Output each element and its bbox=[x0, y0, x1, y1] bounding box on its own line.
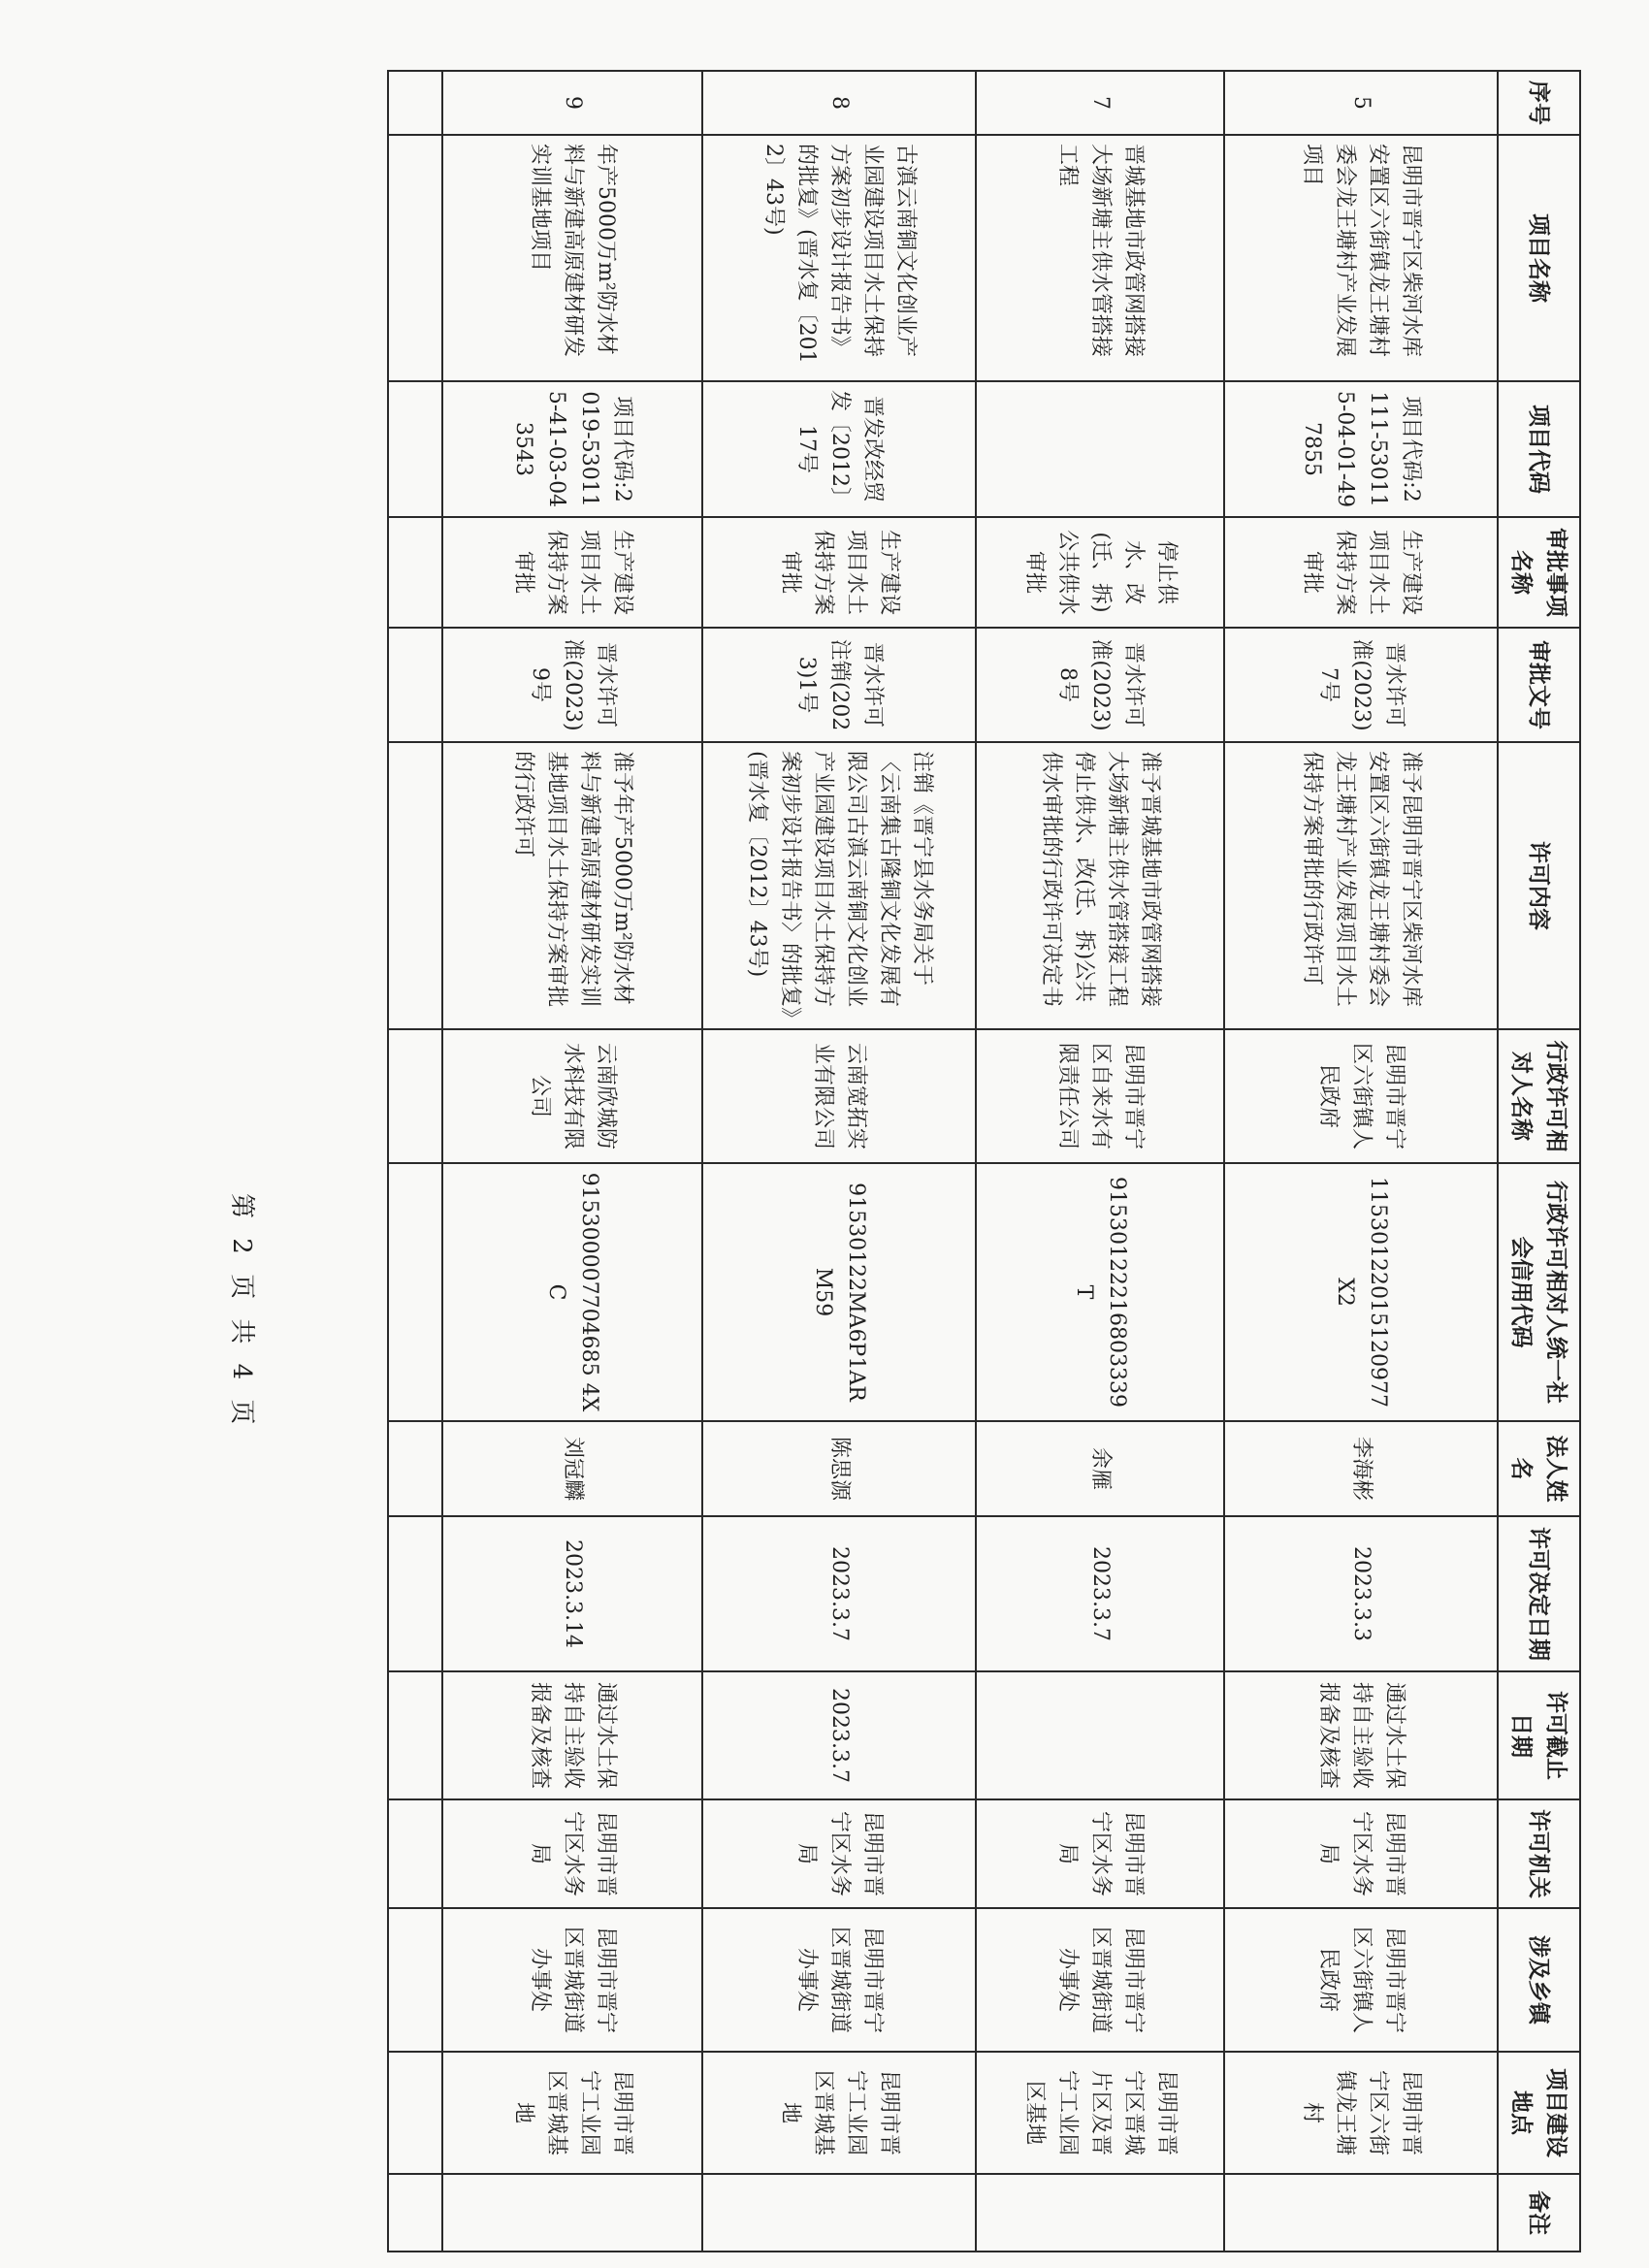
cell-site: 昆明市晋宁区晋城片区及晋宁工业园区基地 bbox=[976, 2052, 1224, 2174]
header-legal-person: 法人姓名 bbox=[1498, 1421, 1580, 1516]
table-row bbox=[976, 71, 1224, 2252]
cell-note bbox=[976, 2174, 1224, 2252]
cell-decision-date: 2023.3.3 bbox=[1224, 1516, 1498, 1671]
header-credit-code: 行政许可相对人统一社会信用代码 bbox=[1498, 1163, 1580, 1421]
cell-permit-content: 准予年产5000万m²防水材料与新建高原建材研发实训基地项目水土保持方案审批的行政许可 bbox=[442, 742, 702, 1029]
cell-credit-code: 91530122MA6P1ARM59 bbox=[702, 1163, 976, 1421]
cell-project-code: 项目代码:2111-530115-04-01-497855 bbox=[1224, 381, 1498, 517]
cell-legal-person: 陈思源 bbox=[702, 1421, 976, 1516]
header-holder: 行政许可相对人名称 bbox=[1498, 1029, 1580, 1163]
header-no: 序号 bbox=[1498, 71, 1580, 135]
cell-approval-doc: 晋水许可准(2023)9号 bbox=[442, 628, 702, 742]
cell-no: 7 bbox=[976, 71, 1224, 135]
header-project-name: 项目名称 bbox=[1498, 135, 1580, 381]
cell-legal-person: 李海彬 bbox=[1224, 1421, 1498, 1516]
cell-town: 昆明市晋宁区六街镇人民政府 bbox=[1224, 1908, 1498, 2052]
table-row bbox=[442, 71, 702, 2252]
cell-authority: 昆明市晋宁区水务局 bbox=[1224, 1799, 1498, 1908]
page-number: 第 2 页 共 4 页 bbox=[227, 1193, 256, 1431]
table-header-row bbox=[1498, 71, 1580, 2252]
cell-holder: 云南欣城防水科技有限公司 bbox=[442, 1029, 702, 1163]
cell-holder: 昆明市晋宁区六街镇人民政府 bbox=[1224, 1029, 1498, 1163]
cell-town: 昆明市晋宁区晋城街道办事处 bbox=[976, 1908, 1224, 2052]
header-decision-date: 许可决定日期 bbox=[1498, 1516, 1580, 1671]
cell-legal-person: 余雁 bbox=[976, 1421, 1224, 1516]
cell-approval-doc: 晋水许可注销(2023)1号 bbox=[702, 628, 976, 742]
cell-decision-date: 2023.3.14 bbox=[442, 1516, 702, 1671]
cell-project-code: 晋发改经贸发〔2012〕17号 bbox=[702, 381, 976, 517]
cell-authority: 昆明市晋宁区水务局 bbox=[442, 1799, 702, 1908]
cell-authority: 昆明市晋宁区水务局 bbox=[702, 1799, 976, 1908]
header-permit-content: 许可内容 bbox=[1498, 742, 1580, 1029]
cell-holder: 昆明市晋宁区自来水有限责任公司 bbox=[976, 1029, 1224, 1163]
cell-approval-item: 生产建设项目水土保持方案审批 bbox=[442, 517, 702, 628]
cell-credit-code: 915300007704685 4XC bbox=[442, 1163, 702, 1421]
cell-permit-content: 注销《晋宁县水务局关于〈云南集古隆铜文化发展有限公司古滇云南铜文化创业产业园建设项目水土保持方案初步设计报告书〉的批复》(晋水复〔2012〕43号) bbox=[702, 742, 976, 1029]
cell-permit-content: 准予昆明市晋宁区柴河水库安置区六街镇龙王塘村委会龙王塘村产业发展项目水土保持方案审批的行政许可 bbox=[1224, 742, 1498, 1029]
cell-approval-item: 生产建设项目水土保持方案审批 bbox=[702, 517, 976, 628]
cell-note bbox=[442, 2174, 702, 2252]
cell-site: 昆明市晋宁区六街镇龙王塘村 bbox=[1224, 2052, 1498, 2174]
cell-credit-code: 91530122216803339T bbox=[976, 1163, 1224, 1421]
table-row bbox=[702, 71, 976, 2252]
cell-decision-date: 2023.3.7 bbox=[976, 1516, 1224, 1671]
cell-note bbox=[702, 2174, 976, 2252]
cell-town: 昆明市晋宁区晋城街道办事处 bbox=[442, 1908, 702, 2052]
header-project-code: 项目代码 bbox=[1498, 381, 1580, 517]
cell-project-code bbox=[976, 381, 1224, 517]
cell-site: 昆明市晋宁工业园区晋城基地 bbox=[442, 2052, 702, 2174]
cell-expiry-date: 通过水土保持自主验收报备及核查 bbox=[1224, 1671, 1498, 1799]
cell-project-name: 昆明市晋宁区柴河水库安置区六街镇龙王塘村委会龙王塘村产业发展项目 bbox=[1224, 135, 1498, 381]
header-approval-item: 审批事项名称 bbox=[1498, 517, 1580, 628]
cell-approval-item: 停止供水、改(迁、拆)公共供水审批 bbox=[976, 517, 1224, 628]
cell-legal-person: 刘冠麟 bbox=[442, 1421, 702, 1516]
header-site: 项目建设地点 bbox=[1498, 2052, 1580, 2174]
cell-approval-doc: 晋水许可准(2023)7号 bbox=[1224, 628, 1498, 742]
cell-expiry-date bbox=[976, 1671, 1224, 1799]
cell-project-code: 项目代码:2019-530115-41-03-043543 bbox=[442, 381, 702, 517]
cell-approval-item: 生产建设项目水土保持方案审批 bbox=[1224, 517, 1498, 628]
cell-approval-doc: 晋水许可准(2023)8号 bbox=[976, 628, 1224, 742]
header-town: 涉及乡镇 bbox=[1498, 1908, 1580, 2052]
rotated-page-content bbox=[407, 70, 1581, 2251]
cell-project-name: 古滇云南铜文化创业产业园建设项目水土保持方案初步设计报告书》的批复》(晋水复〔2012〕43号) bbox=[702, 135, 976, 381]
header-note: 备注 bbox=[1498, 2174, 1580, 2252]
cell-authority: 昆明市晋宁区水务局 bbox=[976, 1799, 1224, 1908]
cell-project-name: 晋城基地市政管网搭接大场新塘主供水管搭接工程 bbox=[976, 135, 1224, 381]
blank-row bbox=[388, 71, 442, 2252]
cell-note bbox=[1224, 2174, 1498, 2252]
header-authority: 许可机关 bbox=[1498, 1799, 1580, 1908]
cell-no: 5 bbox=[1224, 71, 1498, 135]
header-expiry-date: 许可截止日期 bbox=[1498, 1671, 1580, 1799]
cell-expiry-date: 2023.3.7 bbox=[702, 1671, 976, 1799]
header-approval-doc: 审批文号 bbox=[1498, 628, 1580, 742]
cell-town: 昆明市晋宁区晋城街道办事处 bbox=[702, 1908, 976, 2052]
cell-decision-date: 2023.3.7 bbox=[702, 1516, 976, 1671]
cell-site: 昆明市晋宁工业园区晋城基地 bbox=[702, 2052, 976, 2174]
table-row bbox=[1224, 71, 1498, 2252]
cell-credit-code: 11530122015120977X2 bbox=[1224, 1163, 1498, 1421]
cell-no: 8 bbox=[702, 71, 976, 135]
cell-project-name: 年产5000万m²防水材料与新建高原建材研发实训基地项目 bbox=[442, 135, 702, 381]
permit-table bbox=[387, 70, 1581, 2252]
cell-no: 9 bbox=[442, 71, 702, 135]
cell-holder: 云南宽拓实业有限公司 bbox=[702, 1029, 976, 1163]
cell-expiry-date: 通过水土保持自主验收报备及核查 bbox=[442, 1671, 702, 1799]
cell-permit-content: 准予晋城基地市政管网搭接大场新塘主供水管搭接工程停止供水、改(迁、拆)公共供水审批的行政许可决定书 bbox=[976, 742, 1224, 1029]
